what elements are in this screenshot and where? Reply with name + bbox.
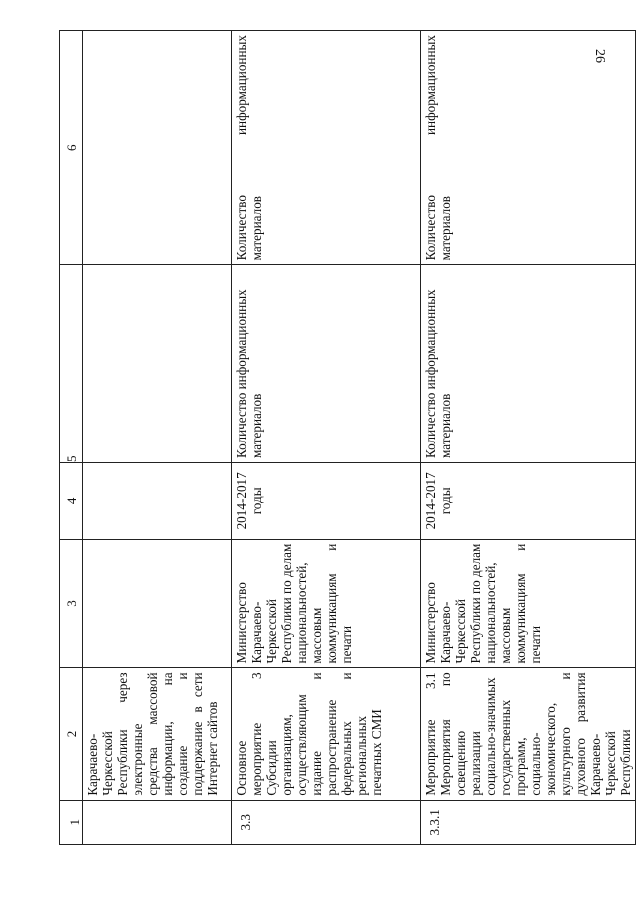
table-row: [421, 31, 636, 845]
table-row: [232, 31, 421, 845]
executor-cell: [83, 539, 232, 668]
header-cell-2: 2: [60, 668, 83, 800]
executor-cell: Министерство Карачаево-Черкесской Республики по делам национальностей, массовым коммуникациям и печати: [232, 539, 421, 668]
row-number: 3.3: [232, 800, 421, 844]
document-table: [59, 30, 636, 845]
period-cell: 2014-2017 годы: [421, 463, 636, 540]
period-cell: 2014-2017 годы: [232, 463, 421, 540]
indicator-cell: Количество информационных материалов: [421, 265, 636, 463]
event-cell: Мероприятие 3.1 Мероприятия по освещению реализации социально-значимых государственных программ, социально-экономического, культурного и духовного развития Карачаево-Черкесской Республики: [421, 668, 636, 800]
executor-cell: Министерство Карачаево-Черкесской Республики по делам национальностей, массовым коммуникациям и печати: [421, 539, 636, 668]
header-cell-3: 3: [60, 539, 83, 668]
table-header-row: [60, 31, 83, 845]
event-cell: Карачаево-Черкесской Республики через электронные средства массовой информации, на создание и поддержание в сети Интернет сайтов: [83, 668, 232, 800]
indicator-cell: Количество информационных материалов: [232, 265, 421, 463]
row-number: 3.3.1: [421, 800, 636, 844]
header-cell-5: 5: [60, 265, 83, 463]
unit-cell: [83, 31, 232, 265]
event-cell: Основное мероприятие 3 Субсидии организациям, осуществляющим издание и распространение федеральных и региональных печатных СМИ: [232, 668, 421, 800]
header-cell-4: 4: [60, 463, 83, 540]
unit-cell: Количество информационных материалов: [232, 31, 421, 265]
page-number: 26: [592, 49, 607, 63]
header-cell-6: 6: [60, 31, 83, 265]
indicator-cell: [83, 265, 232, 463]
period-cell: [83, 463, 232, 540]
unit-cell: Количество информационных материалов: [421, 31, 636, 265]
table-row: [83, 31, 232, 845]
row-number: [83, 800, 232, 844]
header-cell-1: 1: [60, 800, 83, 844]
